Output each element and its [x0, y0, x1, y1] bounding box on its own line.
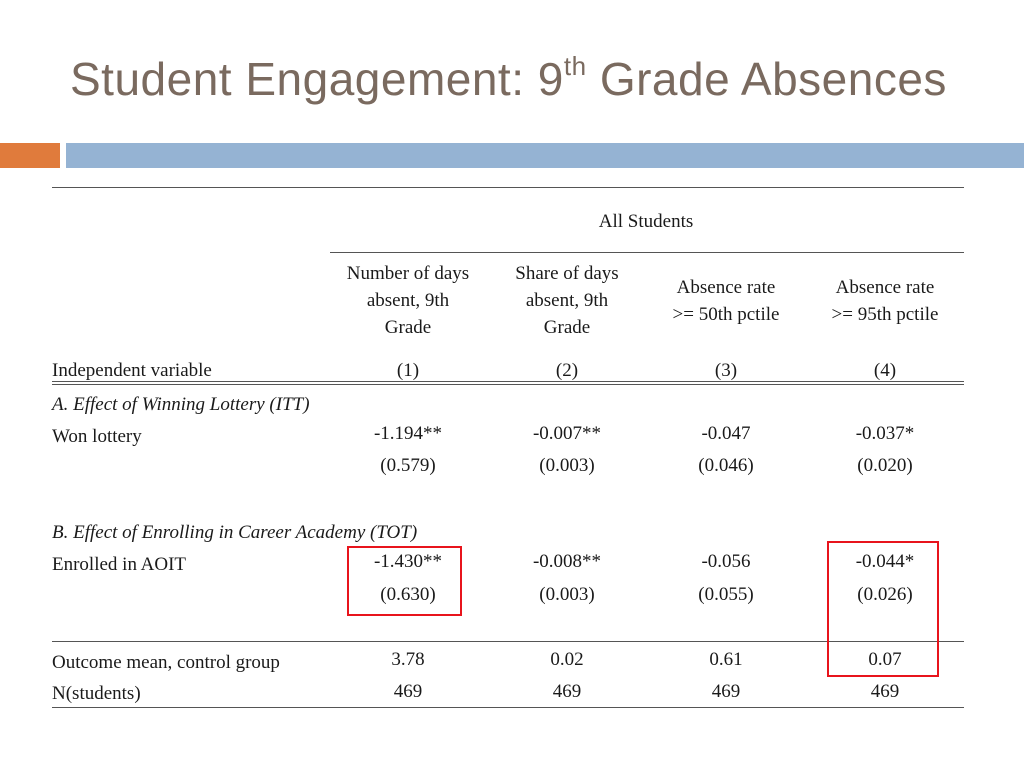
column-header-1: Number of days absent, 9th Grade — [346, 263, 470, 338]
panel-b-se-4: (0.026) — [857, 584, 913, 605]
column-header-2: Share of days absent, 9th Grade — [515, 263, 619, 338]
outcome-mean-4: 0.07 — [868, 649, 902, 670]
group-header-rule — [330, 252, 964, 253]
panel-b-coef-2: -0.008** — [532, 551, 602, 572]
panel-a-se-3: (0.046) — [698, 455, 754, 476]
highlight-box-col4 — [827, 541, 939, 677]
outcome-mean-2: 0.02 — [550, 649, 584, 670]
accent-bar-orange — [0, 143, 60, 168]
panel-b-coef-4: -0.044* — [855, 551, 915, 572]
panel-b-row-label: Enrolled in AOIT — [52, 554, 187, 575]
panel-a-coef-2: -0.007** — [532, 423, 602, 444]
panel-a-se-2: (0.003) — [539, 455, 595, 476]
outcome-mean-3: 0.61 — [709, 649, 743, 670]
panel-b-se-1: (0.630) — [380, 584, 436, 605]
highlight-box-col1 — [347, 546, 462, 616]
column-header-3: Absence rate >= 50th pctile — [672, 277, 780, 325]
panel-a-se-4: (0.020) — [857, 455, 913, 476]
table-top-rule — [52, 187, 964, 188]
column-number-1: (1) — [396, 360, 420, 381]
panel-a-coef-4: -0.037* — [855, 423, 915, 444]
column-number-3: (3) — [714, 360, 738, 381]
outcome-mean-1: 3.78 — [391, 649, 425, 670]
outcome-mean-label: Outcome mean, control group — [52, 652, 280, 673]
n-students-2: 469 — [552, 681, 582, 702]
n-students-label: N(students) — [52, 683, 141, 704]
panel-b-coef-1: -1.430** — [373, 551, 443, 572]
n-students-1: 469 — [393, 681, 423, 702]
n-students-3: 469 — [711, 681, 741, 702]
group-header: All Students — [598, 211, 694, 232]
panel-a-coef-1: -1.194** — [373, 423, 443, 444]
panel-b-coef-3: -0.056 — [701, 551, 751, 572]
indep-variable-label: Independent variable — [52, 360, 212, 381]
panel-a-se-1: (0.579) — [380, 455, 436, 476]
panel-b-se-2: (0.003) — [539, 584, 595, 605]
slide-title: Student Engagement: 9th Grade Absences — [70, 50, 947, 105]
accent-bar-blue — [66, 143, 1024, 168]
header-rule-2 — [52, 384, 964, 385]
header-rule-1 — [52, 381, 964, 382]
panel-b-title: B. Effect of Enrolling in Career Academy (TOT) — [52, 522, 418, 543]
panel-a-coef-3: -0.047 — [701, 423, 751, 444]
column-number-2: (2) — [555, 360, 579, 381]
n-students-4: 469 — [870, 681, 900, 702]
column-number-4: (4) — [873, 360, 897, 381]
table-bottom-rule — [52, 707, 964, 708]
panel-b-se-3: (0.055) — [698, 584, 754, 605]
column-header-4: Absence rate >= 95th pctile — [831, 277, 939, 325]
panel-a-title: A. Effect of Winning Lottery (ITT) — [52, 394, 310, 415]
panel-a-row-label: Won lottery — [52, 426, 142, 447]
